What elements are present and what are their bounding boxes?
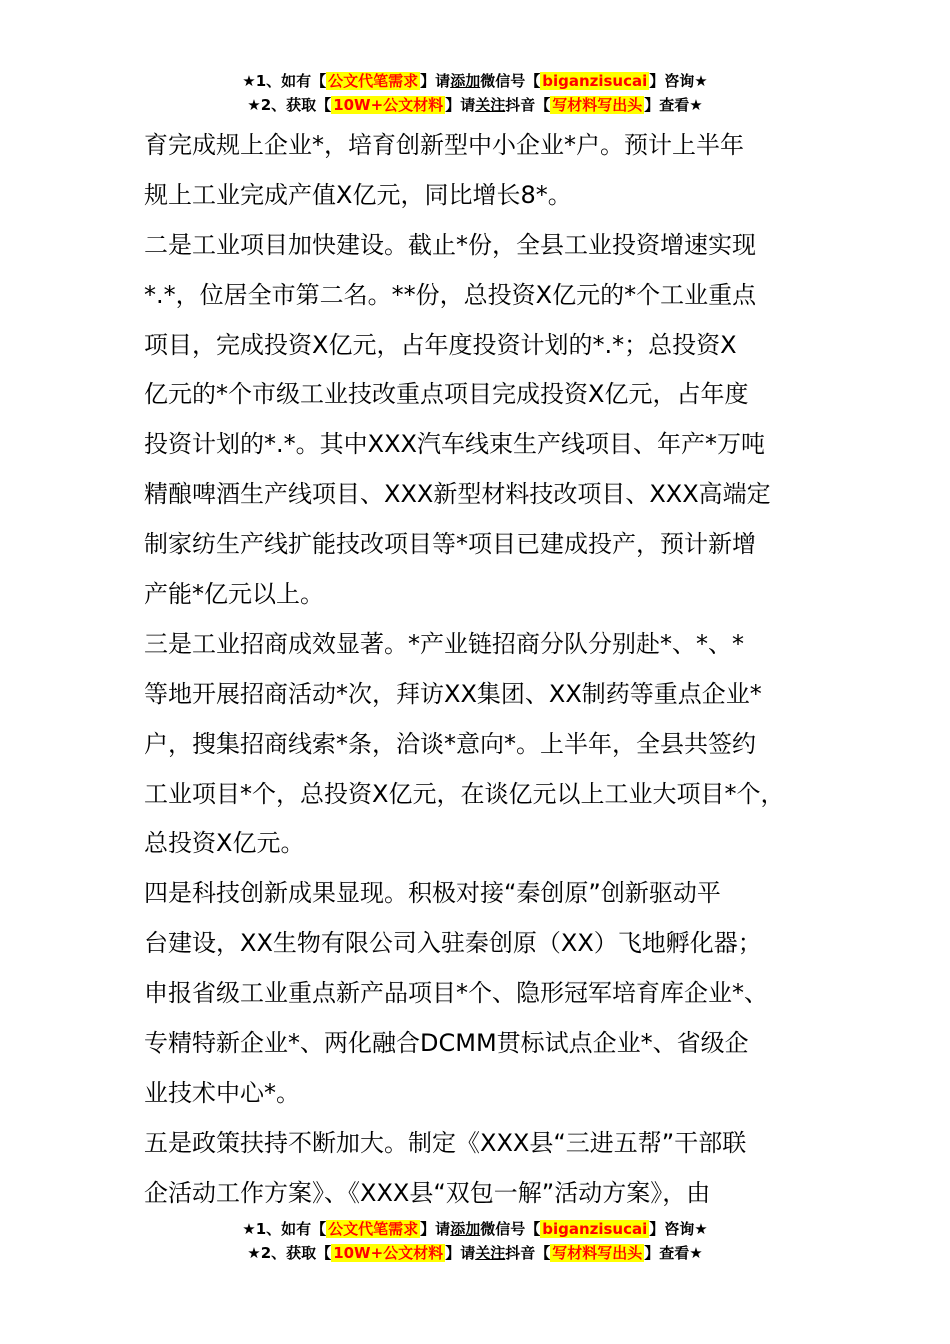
text-line: 等地开展招商活动*次，拜访XX集团、XX制药等重点企业* bbox=[144, 679, 762, 708]
footer-banner bbox=[0, 1217, 950, 1265]
text-line: 总投资X亿元。 bbox=[144, 829, 305, 858]
banner-text: 】查看★ bbox=[644, 96, 703, 114]
banner-highlight: 公文代笔需求 bbox=[328, 72, 419, 90]
text-line: 精酿啤酒生产线项目、XXX新型材料技改项目、XXX高端定 bbox=[144, 480, 771, 509]
banner-text: 】咨询★ bbox=[649, 1220, 708, 1238]
document-body bbox=[144, 121, 834, 1219]
text-line: *.*，位居全市第二名。**份，总投资X亿元的*个工业重点 bbox=[144, 280, 757, 309]
banner-highlight: 写材料写出头 bbox=[552, 1244, 643, 1262]
banner-text: 】请 bbox=[420, 1220, 451, 1238]
banner-line-2 bbox=[0, 93, 950, 117]
text-line: 工业项目*个，总投资X亿元，在谈亿元以上工业大项目*个， bbox=[144, 779, 785, 808]
banner-highlight: biganzisucai bbox=[542, 72, 648, 90]
banner-text: 微信号【 bbox=[480, 1220, 541, 1238]
text-line: 二是工业项目加快建设。截止*份，全县工业投资增速实现 bbox=[144, 230, 756, 259]
banner-text: ★1、如有【 bbox=[242, 72, 327, 90]
banner-highlight: 公文代笔需求 bbox=[328, 1220, 419, 1238]
text-line: 投资计划的*.*。其中XXX汽车线束生产线项目、年产*万吨 bbox=[144, 430, 765, 459]
text-line: 企活动工作方案》、《XXX县“双包一解”活动方案》，由 bbox=[144, 1178, 711, 1207]
text-line: 亿元的*个市级工业技改重点项目完成投资X亿元，占年度 bbox=[144, 380, 749, 409]
text-line: 专精特新企业*、两化融合DCMM贯标试点企业*、省级企 bbox=[144, 1029, 749, 1058]
text-line: 业技术中心*。 bbox=[144, 1078, 300, 1107]
text-line: 产能*亿元以上。 bbox=[144, 580, 324, 609]
text-line: 户，搜集招商线索*条，洽谈*意向*。上半年，全县共签约 bbox=[144, 729, 756, 758]
banner-underline: 关注 bbox=[475, 96, 506, 114]
header-banner bbox=[0, 69, 950, 117]
banner-underline: 添加 bbox=[450, 1220, 481, 1238]
banner-text: 】请 bbox=[445, 1244, 476, 1262]
banner-text: ★1、如有【 bbox=[242, 1220, 327, 1238]
banner-highlight: biganzisucai bbox=[542, 1220, 648, 1238]
banner-line-1 bbox=[0, 69, 950, 93]
banner-highlight: 10W+公文材料 bbox=[333, 1244, 444, 1262]
banner-line-1 bbox=[0, 1217, 950, 1241]
banner-line-2 bbox=[0, 1241, 950, 1265]
text-line: 台建设，XX生物有限公司入驻秦创原（XX）飞地孵化器； bbox=[144, 929, 762, 958]
text-line: 三是工业招商成效显著。*产业链招商分队分别赴*、*、* bbox=[144, 629, 744, 658]
text-line: 四是科技创新成果显现。积极对接“秦创原”创新驱动平 bbox=[144, 879, 721, 908]
banner-text: ★2、获取【 bbox=[247, 1244, 332, 1262]
text-line: 制家纺生产线扩能技改项目等*项目已建成投产，预计新增 bbox=[144, 530, 756, 559]
banner-text: 】请 bbox=[420, 72, 451, 90]
banner-text: 抖音【 bbox=[505, 96, 551, 114]
banner-underline: 添加 bbox=[450, 72, 481, 90]
banner-highlight: 写材料写出头 bbox=[552, 96, 643, 114]
text-line: 五是政策扶持不断加大。制定《XXX县“三进五帮”干部联 bbox=[144, 1128, 747, 1157]
banner-underline: 关注 bbox=[475, 1244, 506, 1262]
banner-highlight: 10W+公文材料 bbox=[333, 96, 444, 114]
text-line: 规上工业完成产值X亿元，同比增长8*。 bbox=[144, 180, 572, 209]
text-line: 育完成规上企业*，培育创新型中小企业*户。预计上半年 bbox=[144, 131, 744, 159]
text-line: 申报省级工业重点新产品项目*个、隐形冠军培育库企业*、 bbox=[144, 979, 768, 1008]
text-line: 项目，完成投资X亿元，占年度投资计划的*.*；总投资X bbox=[144, 330, 737, 359]
banner-text: 微信号【 bbox=[480, 72, 541, 90]
banner-text: 】查看★ bbox=[644, 1244, 703, 1262]
banner-text: 抖音【 bbox=[505, 1244, 551, 1262]
banner-text: 】请 bbox=[445, 96, 476, 114]
banner-text: ★2、获取【 bbox=[247, 96, 332, 114]
banner-text: 】咨询★ bbox=[649, 72, 708, 90]
